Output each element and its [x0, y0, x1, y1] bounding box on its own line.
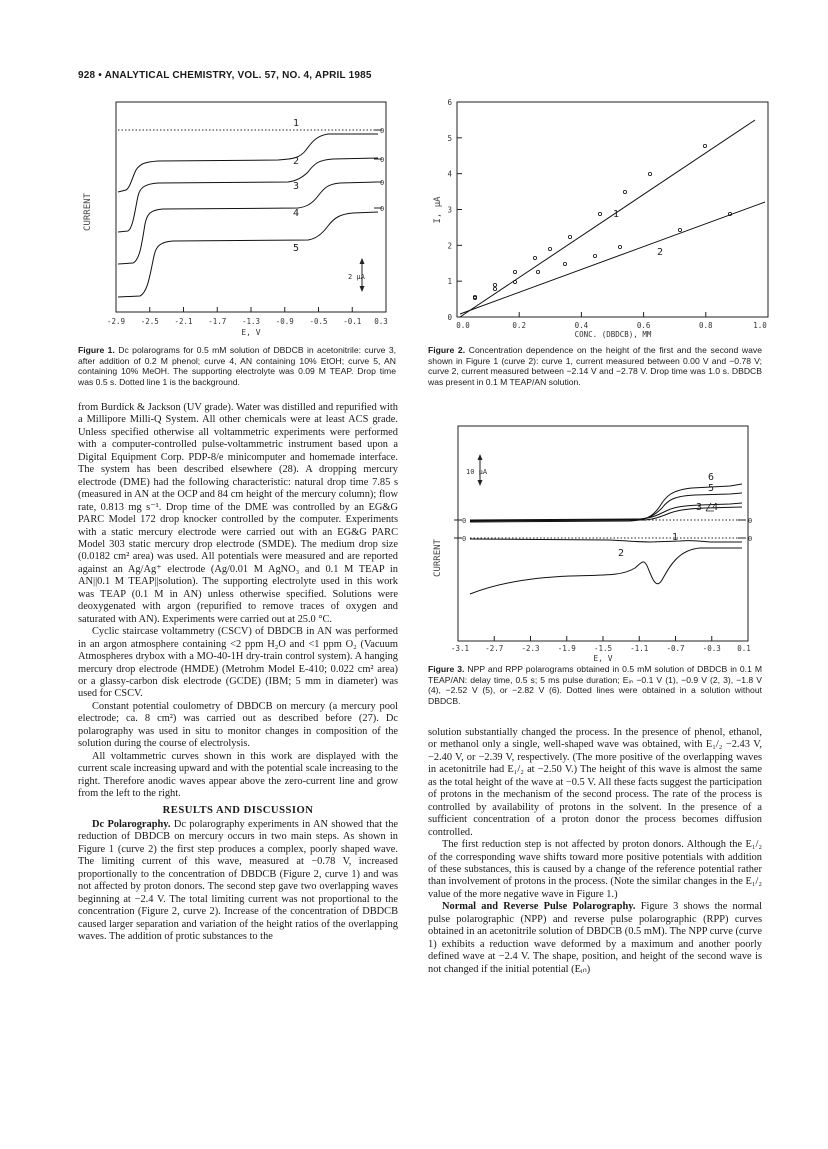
figure-1-xtick: -2.1: [174, 317, 193, 326]
figure-3-zero-label: 0: [462, 517, 467, 525]
figure-3-curve-label: 5: [708, 483, 715, 494]
figure-2-curve-label: 2: [657, 247, 664, 258]
figure-1-curve-label: 3: [293, 181, 300, 192]
figure-3-xtick: -0.3: [702, 644, 721, 653]
figure-3-xtick: -2.3: [521, 644, 540, 653]
figure-1-curve-5: [118, 212, 378, 297]
figure-1-xtick: 0.3: [374, 317, 388, 326]
figure-2-point-curve-1: [548, 247, 551, 250]
figure-3-scale-label: 10 μA: [466, 468, 488, 476]
journal-title: ANALYTICAL CHEMISTRY, VOL. 57, NO. 4, APRIL 1985: [104, 70, 372, 81]
figure-2-point-curve-1: [598, 212, 601, 215]
figure-1-xlabel: E, V: [241, 328, 261, 337]
figure-3-curve-label: 1: [672, 532, 679, 543]
figure-2-point-curve-1: [513, 270, 516, 273]
figure-2-xtick: 0.2: [512, 321, 526, 330]
figure-2-point-curve-1: [568, 235, 571, 238]
figure-1-zero-label: 0: [380, 179, 385, 187]
figure-2-point-curve-2: [678, 228, 681, 231]
figure-3-curve-label: 3: [696, 502, 703, 513]
figure-3-curve-2: [470, 539, 742, 542]
figure-3-ylabel: CURRENT: [433, 539, 443, 577]
figure-1-zero-label: 0: [380, 156, 385, 164]
figure-1-curve-label: 4: [293, 208, 300, 219]
body-paragraph: Constant potential coulometry of DBDCB on mercury (a mercury pool electrode; ca. 8 cm²) was carried out as described before (27). Dc polarography was used in situ to monitor changes in composition of the solution during the course of electrolysis.: [78, 700, 398, 750]
figure-2-point-curve-1: [703, 144, 706, 147]
body-paragraph: from Burdick & Jackson (UV grade). Water was distilled and repurified with a Millipore Milli-Q System. All other chemicals were at least ACS grade. Unless specified otherwise all voltammetric experiments were performed with a computer-controlled pulse-voltammetric instrument based upon a Digital Equipment Corp. PDP-8/e minicomputer and homemade interface. The system has been described elsewhere (28). A dropping mercury electrode (DME) had the following characteristic: natural drop time 7.85 s (measured in AN at the OCP and 84 cm height of the mercury column); flow rate, 0.813 mg s⁻¹. Drop time of the DME was controlled by an EG&G PARC Model 172 drop knocker controlled by the computer. Experiments with a static mercury electrode were carried out with an EG&G PARC Model 303 static mercury drop electrode (SMDE). The medium drop size (0.0182 cm² area) was used. All potentials were measured and are reported against an Ag/Ag⁺ electrode (Ag/0.01 M AgNO₃ and 0.1 M TEAP in AN||0.1 M TEAP||solution). The supporting electrolyte used in this work was TEAP (0.1 M in AN) unless otherwise specified. Solutions were deoxygenated with argon (repurified to remove traces of oxygen and saturated with AN). Experiments were carried out at 25.0 °C.: [78, 402, 398, 625]
figure-3-curve-1: [470, 548, 742, 594]
figure-2: [420, 92, 770, 342]
figure-2-caption-label: Figure 2.: [428, 345, 466, 355]
figure-1-curve-3: [118, 158, 378, 232]
figure-3-frame: [458, 426, 748, 641]
figure-1-zero-label: 0: [380, 205, 385, 213]
figure-2-point-curve-2: [493, 287, 496, 290]
figure-3-zero-label: 0: [748, 535, 753, 543]
figure-1-caption-text: Dc polarograms for 0.5 mM solution of DBDCB in acetonitrile: curve 3, after addition of 0.2 M phenol; curve 4, AN containing 10% EtOH; curve 5, AN containing 10% MeOH. The supporting electrolyte was 0.09 M TEAP. Drop time was 0.5 s. Dotted line 1 is the background.: [78, 345, 397, 387]
figure-2-ytick: 2: [447, 241, 452, 251]
figure-3-xlabel: E, V: [593, 654, 613, 663]
figure-3-ticks: [458, 636, 748, 641]
figure-1-xtick: -2.9: [106, 317, 126, 326]
body-paragraph: [428, 901, 762, 976]
figure-1-xtick: -1.3: [241, 317, 261, 326]
figure-1: [78, 92, 396, 337]
figure-2-ytick: 3: [447, 205, 452, 215]
page-number: 928: [78, 70, 96, 81]
figure-3-curve-label: 4: [712, 502, 719, 513]
figure-3-xtick: -2.7: [485, 644, 504, 653]
figure-3-caption-label: Figure 3.: [428, 664, 465, 674]
right-column: [428, 727, 762, 976]
subsection-heading: Normal and Reverse Pulse Polarography.: [442, 901, 636, 913]
figure-1-curve-label: 1: [293, 118, 300, 129]
figure-2-point-curve-1: [648, 172, 651, 175]
figure-2-xlabel: CONC. (DBDCB), MM: [574, 330, 652, 339]
figure-1-caption: [78, 345, 396, 387]
body-paragraph: [78, 819, 398, 944]
figure-1-caption-label: Figure 1.: [78, 345, 115, 355]
left-column: [78, 402, 398, 943]
figure-1-curve-label: 2: [293, 156, 300, 167]
running-header: [78, 70, 372, 81]
figure-1-xtick: -0.5: [309, 317, 328, 326]
figure-3-caption-text: NPP and RPP polarograms obtained in 0.5 mM solution of DBDCB in 0.1 M TEAP/AN: delay time, 0.5 s; 5 ms pulse duration; Eᵢₙ −0.1 V (1), −0.9 V (2, 3), −1.8 V (4), −2.52 V (5), or −2.82 V (6). Dotted lines were obtained in a solution without DBDCB.: [428, 664, 762, 706]
body-paragraph: Cyclic staircase voltammetry (CSCV) of DBDCB in AN was performed in an argon atmosphere containing <2 ppm H₂O and <1 ppm O₂ (Vacuum Atmospheres drybox with a MO-40-1H dry-train control system). A hanging mercury drop electrode (HMDE) (Metrohm Model E-410; 0.022 cm² area) or a glassy-carbon disk electrode (GCDE) (IBM; 5 mm in diameter) was used for CSCV.: [78, 626, 398, 700]
figure-3-xtick: 0.1: [737, 644, 751, 653]
figure-2-point-curve-2: [513, 280, 516, 283]
figure-1-curve-4: [118, 182, 378, 264]
figure-2-point-curve-2: [563, 262, 566, 265]
figure-2-xtick: 0.6: [636, 321, 651, 330]
figure-3-xtick: -0.7: [666, 644, 685, 653]
figure-2-point-curve-2: [593, 254, 596, 257]
body-paragraph: The first reduction step is not affected by proton donors. Although the E₁/₂ of the corresponding wave shifts toward more positive potentials with addition of these substances, this is caused by a change of the reference potential rather than involvement of protons in the process. (Note the similar changes in the E₁/₂ value of the more negative wave in Figure 1.): [428, 839, 762, 900]
figure-2-point-curve-1: [623, 190, 626, 193]
body-paragraph-text: Figure 3 shows the normal pulse polarographic (NPP) and reverse pulse polarographic (RPP) curves obtained in an acetonitrile solution of DBDCB (0.5 mM). The NPP curve (curve 1) exhibits a reduction wave deformed by a maximum and another poorly defined wave at −2.4 V. The shape, position, and height of the second wave is not changed if the initial potential (Eᵢₙ): [428, 901, 762, 975]
figure-3-zero-marks: [454, 520, 746, 538]
figure-2-curve-label: 1: [613, 209, 620, 220]
figure-1-zero-label: 0: [380, 127, 385, 135]
figure-2-xtick: 0.8: [699, 321, 713, 330]
figure-3-curve-label: 6: [708, 472, 715, 483]
figure-2-ytick: 0: [447, 313, 452, 322]
figure-2-point-curve-1: [493, 283, 496, 286]
figure-3-caption: [428, 664, 762, 706]
header-bullet: •: [98, 70, 102, 81]
figure-2-ytick: 1: [447, 277, 452, 287]
body-paragraph: solution substantially changed the process. In the presence of phenol, ethanol, or methanol only a single, well-shaped wave was obtained, with E₁/₂ −2.43 V, −2.40 V, or −2.39 V, respectively. (The more positive of the overlapping waves in acetonitrile had E₁/₂ at −2.50 V.) The height of this wave is almost the same as the total height of the wave at −0.5 V. All these facts suggest the participation of protons in the mechanism of the second process. The rate of the process is controlled by availability of protons in the solvent. In the presence of a sufficient concentration of a proton donor the process becomes diffusion controlled.: [428, 727, 762, 838]
body-paragraph: All voltammetric curves shown in this work are displayed with the current scale increasing upward and with the potential scale increasing to the right. Therefore anodic waves appear above the zero-current line and grow from the left to the right.: [78, 750, 398, 800]
figure-2-caption-text: Concentration dependence on the height of the first and the second wave shown in Figure 1 (curve 2): curve 1, current measured between 0.00 V and −0.78 V; curve 2, current measured between −2.14 V and −2.78 V. Drop time was 1.0 s. DBDCB was present in 0.1 M TEAP/AN solution.: [428, 345, 762, 387]
figure-1-xtick: -0.9: [275, 317, 294, 326]
figure-2-ytick: 5: [447, 133, 452, 143]
figure-1-scale-label: 2 μA: [348, 273, 365, 281]
figure-1-scale-bar: [348, 258, 366, 292]
figure-2-point-curve-1: [533, 256, 536, 259]
figure-1-xtick: -1.7: [208, 317, 227, 326]
figure-2-line-1: [460, 120, 755, 317]
figure-2-ytick: 4: [447, 169, 452, 179]
figure-3: [430, 418, 760, 663]
subsection-heading: Dc Polarography.: [92, 818, 171, 830]
figure-1-ticks: [116, 307, 386, 312]
figure-1-zero-marks: [374, 130, 385, 208]
figure-2-point-curve-2: [536, 270, 539, 273]
figure-3-scale-bar: [466, 454, 488, 486]
figure-2-ytick: 6: [447, 98, 452, 107]
figure-3-xtick: -3.1: [450, 644, 470, 653]
body-paragraph-text: Dc polarography experiments in AN showed that the reduction of DBDCB on mercury occurs in two main steps. As shown in Figure 1 (curve 2) the first step produces a complex, poorly shaped wave. The limiting current of this wave, measured at −0.78 V, increased proportionally to the concentration of DBDCB (Figure 2, curve 1) and was not affected by proton donors. The second step gave two overlapping waves beginning at −2.4 V. The total limiting current was not proportional to the concentration (Figure 2, curve 2). Increase of the concentration of DBDCB caused larger separation and variation of the height ratios of the overlapping waves. The addition of protic substances to the: [78, 818, 398, 943]
figure-2-xtick: 0.4: [574, 321, 589, 330]
figure-3-zero-label: 0: [462, 535, 467, 543]
figure-1-xtick: -2.5: [140, 317, 159, 326]
figure-3-xtick: -1.1: [630, 644, 649, 653]
figure-2-xtick: 1.0: [753, 321, 767, 330]
figure-3-curve-label: 2: [618, 548, 625, 559]
figure-2-ylabel: I, μA: [433, 196, 443, 224]
figure-1-curve-label: 5: [293, 243, 300, 254]
figure-3-xtick: -1.5: [593, 644, 613, 653]
figure-2-xtick: 0.0: [456, 321, 470, 330]
figure-1-xtick: -0.1: [343, 317, 362, 326]
figure-2-point-curve-2: [618, 245, 621, 248]
figure-2-caption: [428, 345, 762, 387]
figure-3-xtick: -1.9: [557, 644, 576, 653]
section-heading: RESULTS AND DISCUSSION: [162, 804, 314, 816]
figure-3-zero-label: 0: [748, 517, 753, 525]
figure-1-ylabel: CURRENT: [83, 193, 93, 231]
